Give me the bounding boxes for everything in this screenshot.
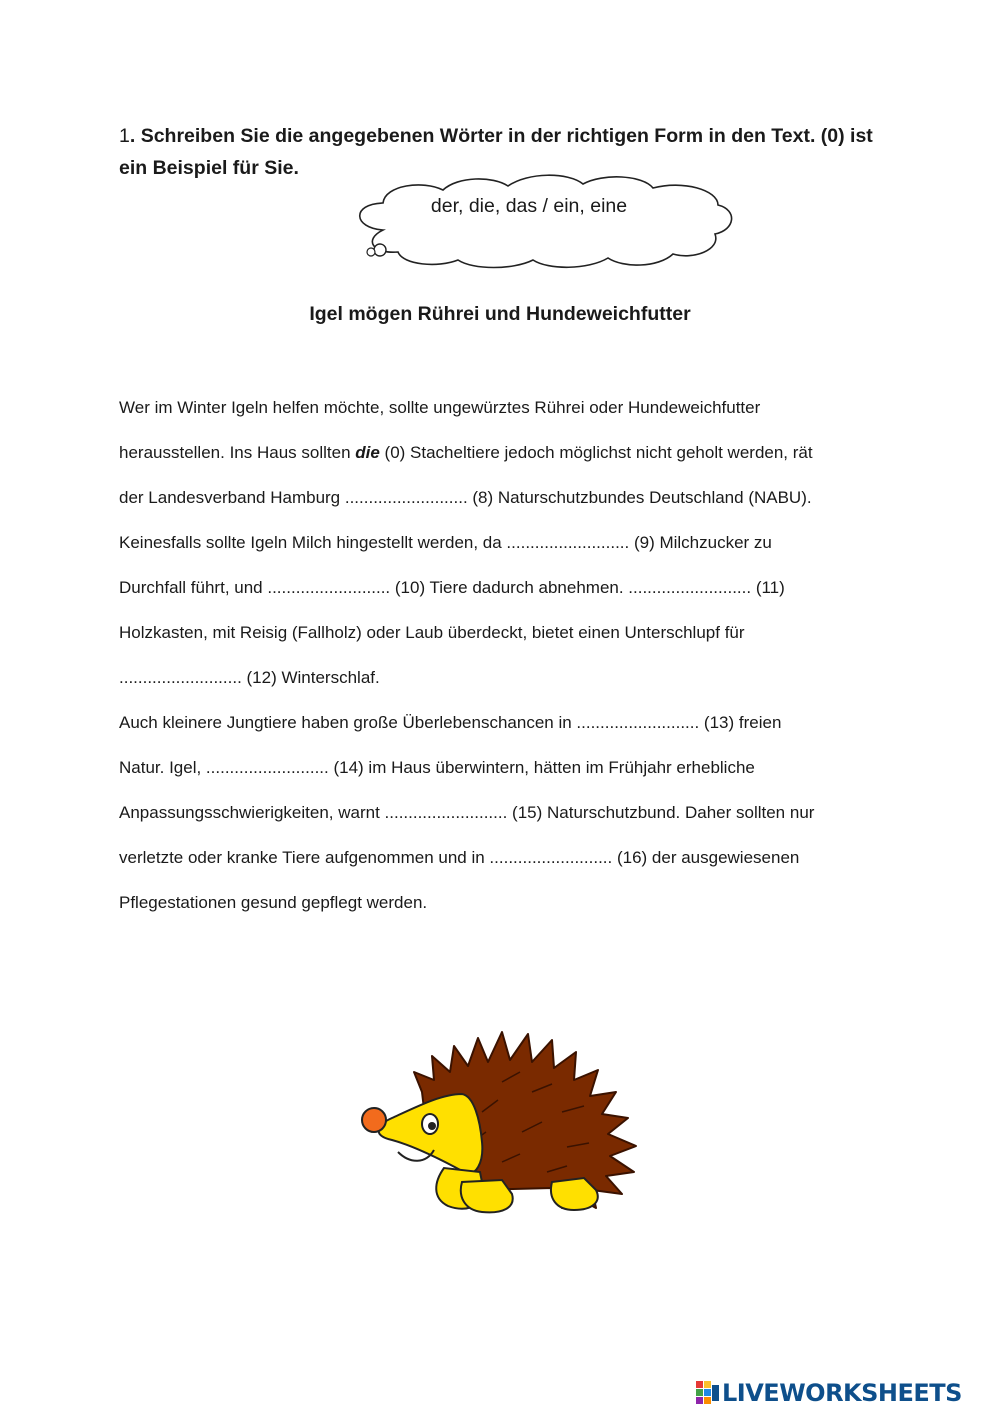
hedgehog-illustration: [352, 1022, 652, 1222]
text-line: [119, 482, 919, 527]
hedgehog-icon: [352, 1022, 652, 1222]
task-number: 1: [119, 125, 130, 147]
text-segment: Wer im Winter Igeln helfen möchte, sollte ungewürztes Rührei oder Hundeweichfutter: [119, 398, 761, 417]
text-segment: Natur. Igel, .......................... (14) im Haus überwintern, hätten im Frühjahr erhebliche: [119, 758, 755, 777]
text-line: [119, 842, 919, 887]
text-line: [119, 752, 919, 797]
text-line: [119, 527, 919, 572]
text-line: [119, 572, 919, 617]
text-line: [119, 797, 919, 842]
liveworksheets-logo-icon: [696, 1381, 720, 1405]
word-cloud: [343, 170, 743, 275]
text-line: [119, 707, 919, 752]
text-line: [119, 662, 919, 707]
text-title: Igel mögen Rührei und Hundeweichfutter: [309, 303, 691, 325]
text-segment: Keinesfalls sollte Igeln Milch hingestellt werden, da .......................... (9) Milchzucker zu: [119, 533, 772, 552]
logo-text: LIVEWORKSHEETS: [722, 1379, 962, 1407]
example-answer: die: [355, 443, 380, 462]
text-segment: Holzkasten, mit Reisig (Fallholz) oder Laub überdeckt, bietet einen Unterschlupf für: [119, 623, 745, 642]
cloud-word-list: der, die, das / ein, eine: [430, 195, 628, 217]
text-line: [119, 887, 919, 932]
liveworksheets-logo: [696, 1380, 962, 1406]
text-line: [119, 437, 919, 482]
text-segment: Anpassungsschwierigkeiten, warnt .......................... (15) Naturschutzbund. Daher sollten nur: [119, 803, 815, 822]
text-line: [119, 392, 919, 437]
text-segment: herausstellen. Ins Haus sollten: [119, 443, 356, 462]
text-segment: Durchfall führt, und .......................... (10) Tiere dadurch abnehmen. .......................... (11): [119, 578, 785, 597]
text-segment: .......................... (12) Winterschlaf.: [119, 668, 380, 687]
text-segment: Auch kleinere Jungtiere haben große Überlebenschancen in .......................... (13) freien: [119, 713, 782, 732]
text-segment: verletzte oder kranke Tiere aufgenommen und in .......................... (16) der ausgewiesenen: [119, 848, 800, 867]
cloud-icon: [343, 170, 743, 275]
text-segment: Pflegestationen gesund gepflegt werden.: [119, 893, 428, 912]
text-line: [119, 617, 919, 662]
task-instruction-text: . Schreiben Sie die angegebenen Wörter in der richtigen Form in den Text. (0) ist ein Beispiel für Sie.: [119, 125, 873, 179]
text-segment: der Landesverband Hamburg .......................... (8) Naturschutzbundes Deutschland (NABU).: [119, 488, 812, 507]
text-segment: (0) Stacheltiere jedoch möglichst nicht geholt werden, rät: [379, 443, 813, 462]
gap-fill-text: [119, 392, 919, 932]
